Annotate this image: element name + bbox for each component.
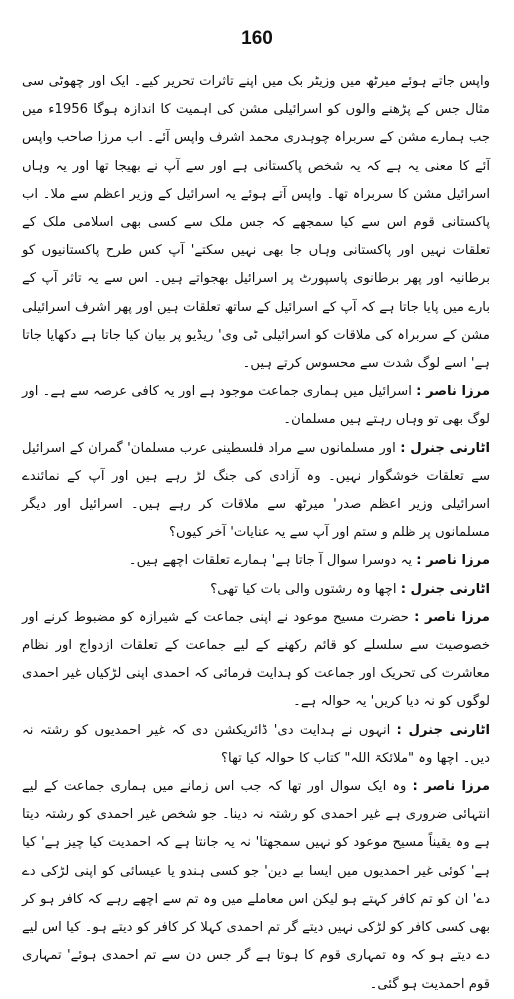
speaker-label: مرزا ناصر :: [412, 779, 490, 795]
page-number: 160: [241, 28, 273, 49]
paragraph-6: [22, 604, 490, 717]
paragraph-4: [22, 547, 490, 575]
paragraph-text: اور مسلمانوں سے مراد فلسطینی عرب مسلمان' گمران کے اسرائیل سے تعلقات خوشگوار نہیں۔ وہ آزادی کی جنگ لڑ رہے ہیں اور آپ کے نمائندے اسرائیلی وزیر اعظم صدر' میرٹھ سے ملاقات کر رہے ہیں۔ اسرائیل اور دیگر مسلمانوں پر ظلم و ستم اور آپ سے یہ عنایات' آخر کیوں؟: [22, 440, 490, 541]
paragraph-5: [22, 576, 490, 604]
speaker-label: اٹارنی جنرل :: [396, 722, 490, 738]
paragraph-text: انہوں نے ہدایت دی' ڈائریکشن دی کہ غیر احمدیوں کو رشتہ نہ دیں۔ اچھا وہ "ملائکۃ اللہ" کتاب کا حوالہ کیا تھا؟: [22, 722, 490, 766]
paragraph-text: حضرت مسیح موعود نے اپنی جماعت کے شیرازہ کو مضبوط کرنے اور خصوصیت سے سلسلے کو قائم رکھنے کے لیے جماعت کے تعلقات ازدواج اور نظام معاشرت کی تحریک اور جماعت کو ہدایت فرمائی کہ احمدی اپنی لڑکیاں غیر احمدی لوگوں کو نہ دیا کریں' یہ حوالہ ہے۔: [22, 609, 490, 710]
page-body: [22, 68, 490, 999]
paragraph-3: [22, 435, 490, 548]
paragraph-text: وہ ایک سوال اور تھا کہ جب اس زمانے میں ہماری جماعت کے لیے انتہائی ضروری ہے غیر احمدی کو رشتہ نہ دینا۔ جو شخص غیر احمدی کو رشتہ دیتا ہے وہ یقیناً مسیح موعود کو نہیں سمجھتا' نہ یہ جانتا ہے کہ احمدیت کیا چیز ہے' کیا ہے' کوئی غیر احمدیوں میں ایسا بے دین' جو کسی ہندو یا عیسائی کو اپنی لڑکی دے دے' ان کو تم کافر کہتے ہو لیکن اس معاملے میں وہ تم سے اچھے رہے کہ کافر ہو کر بھی کسی کافر کو لڑکی نہیں دیتے گر تم احمدی کہلا کر کافر کو دیتے ہو۔ کیا اس لیے دے دیتے ہو کہ وہ تمہاری قوم کا ہوتا ہے گر جس دن سے تم احمدی ہوئے' تمہاری قوم احمدیت ہو گئی۔: [22, 779, 490, 992]
paragraph-8: [22, 773, 490, 999]
speaker-label: اٹارنی جنرل :: [400, 581, 490, 597]
paragraph-text: یہ دوسرا سوال آ جاتا ہے' ہمارے تعلقات اچھے ہیں۔: [128, 553, 412, 569]
paragraph-text: واپس جاتے ہوئے میرٹھ میں وزیٹر بک میں اپنے تاثرات تحریر کیے۔ ایک اور چھوٹی سی مثال جس کے پڑھنے والوں کو اسرائیلی مشن کی اہمیت کا اندازہ ہوگا 1956ء میں جب ہمارے مشن کے سربراہ چوہدری محمد اشرف واپس آئے۔ اب مرزا صاحب واپس آئے کا معنی یہ ہے کہ یہ شخص پاکستانی ہے اور سے آپ نے بھیجا تھا اور یہ وہاں اسرائیل مشن کا سربراہ تھا۔ واپس آتے ہوئے یہ اسرائیل کے وزیر اعظم سے ملا۔ اب پاکستانی قوم اس سے کیا سمجھے کہ جس ملک سے کسی بھی اسلامی ملک کے تعلقات نہیں اور پاکستانی وہاں جا بھی نہیں سکتے' آپ کس طرح پاکستانیوں کو برطانیہ اور پھر برطانوی پاسپورٹ پر اسرائیل بھجواتے ہیں۔ اس سے یہ تاثر آپ کے بارے میں پایا جاتا ہے کہ آپ کے اسرائیل کے ساتھ تعلقات ہیں اور پھر اشرف اسرائیلی مشن کے سربراہ کی ملاقات کو اسرائیلی ٹی وی' ریڈیو پر بیان کیا جاتا ہے دکھایا جاتا ہے' اسے لوگ شدت سے محسوس کرتے ہیں۔: [22, 74, 490, 372]
paragraph-2: [22, 378, 490, 434]
speaker-label: مرزا ناصر :: [416, 553, 490, 569]
speaker-label: مرزا ناصر :: [414, 609, 490, 625]
paragraph-1: [22, 68, 490, 378]
paragraph-text: اسرائیل میں ہماری جماعت موجود ہے اور یہ کافی عرصہ سے ہے۔ اور لوگ بھی تو وہاں رہتے ہیں مسلمان۔: [22, 384, 490, 428]
speaker-label: مرزا ناصر :: [416, 384, 490, 400]
speaker-label: اٹارنی جنرل :: [400, 440, 490, 456]
paragraph-7: [22, 717, 490, 773]
paragraph-text: اچھا وہ رشتوں والی بات کیا تھی؟: [210, 581, 397, 597]
